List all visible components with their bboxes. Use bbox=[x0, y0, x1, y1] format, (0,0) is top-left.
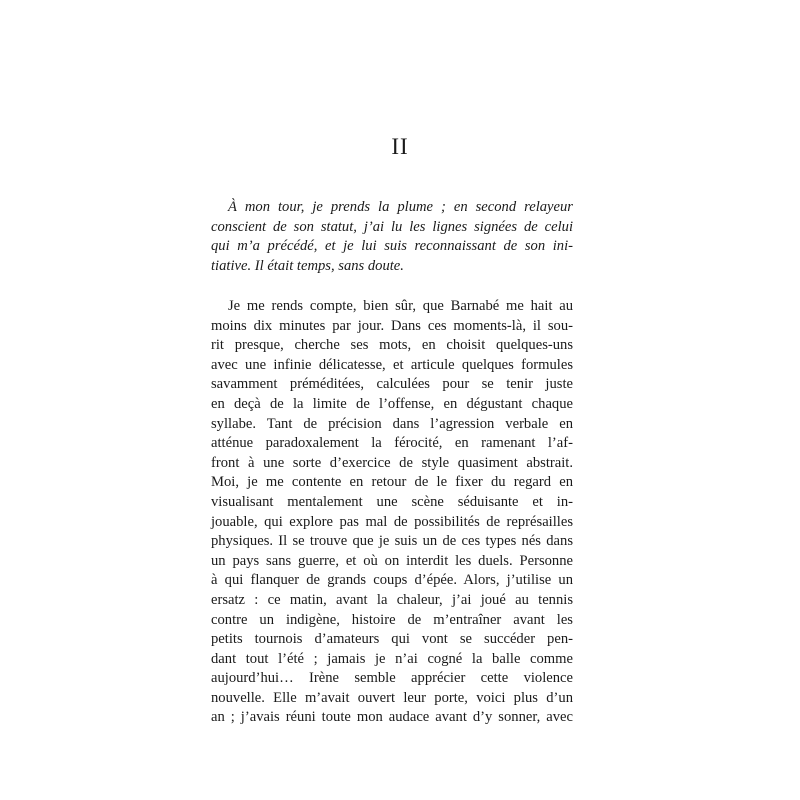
intro-line: qui m’a précédé, et je lui suis reconnaissant de son ini- bbox=[211, 238, 573, 255]
body-line: rit presque, cherche ses mots, en choisit quelques-uns bbox=[211, 337, 573, 354]
body-line: visualisant mentalement une scène séduisante et in- bbox=[211, 493, 573, 510]
body-line: Je me rends compte, bien sûr, que Barnabé me hait au bbox=[228, 298, 573, 314]
body-line: syllabe. Tant de précision dans l’agression verbale en bbox=[211, 415, 573, 432]
body-line: physiques. Il se trouve que je suis un de ces types nés dans bbox=[211, 533, 573, 550]
body-line: petits tournois d’amateurs qui vont se succéder pen- bbox=[211, 631, 573, 648]
body-paragraph bbox=[211, 297, 573, 728]
body-line: jouable, qui explore pas mal de possibilités de représailles bbox=[211, 513, 573, 530]
body-line: Moi, je me contente en retour de le fixer du regard en bbox=[211, 474, 573, 491]
intro-paragraph bbox=[211, 198, 573, 276]
body-line: atténue paradoxalement la férocité, en ramenant l’af- bbox=[211, 435, 573, 452]
body-line: un pays sans guerre, et où on interdit les duels. Personne bbox=[211, 552, 573, 569]
body-line: nouvelle. Elle m’avait ouvert leur porte, voici plus d’un bbox=[211, 689, 573, 706]
chapter-number: II bbox=[391, 134, 409, 159]
intro-line: À mon tour, je prends la plume ; en second relayeur bbox=[228, 199, 573, 215]
body-line: moins dix minutes par jour. Dans ces moments-là, il sou- bbox=[211, 317, 573, 334]
body-line: contre un indigène, histoire de m’entraîner avant les bbox=[211, 611, 573, 628]
body-line: ersatz : ce matin, avant la chaleur, j’ai joué au tennis bbox=[211, 591, 573, 608]
body-line: avec une infinie délicatesse, et articule quelques formules bbox=[211, 356, 573, 373]
body-line: front à une sorte d’exercice de style quasiment abstrait. bbox=[211, 454, 573, 471]
body-line: an ; j’avais réuni toute mon audace avant d’y sonner, avec bbox=[211, 709, 573, 726]
body-line: dant tout l’été ; jamais je n’ai cogné la balle comme bbox=[211, 650, 573, 667]
body-line: à qui flanquer de grands coups d’épée. Alors, j’utilise un bbox=[211, 572, 573, 589]
body-line: savamment préméditées, calculées pour se tenir juste bbox=[211, 376, 573, 393]
intro-line: conscient de son statut, j’ai lu les lignes signées de celui bbox=[211, 218, 573, 235]
body-line: en deçà de la limite de l’offense, en dégustant chaque bbox=[211, 395, 573, 412]
body-line: aujourd’hui… Irène semble apprécier cette violence bbox=[211, 670, 573, 687]
intro-line: tiative. Il était temps, sans doute. bbox=[211, 257, 404, 274]
